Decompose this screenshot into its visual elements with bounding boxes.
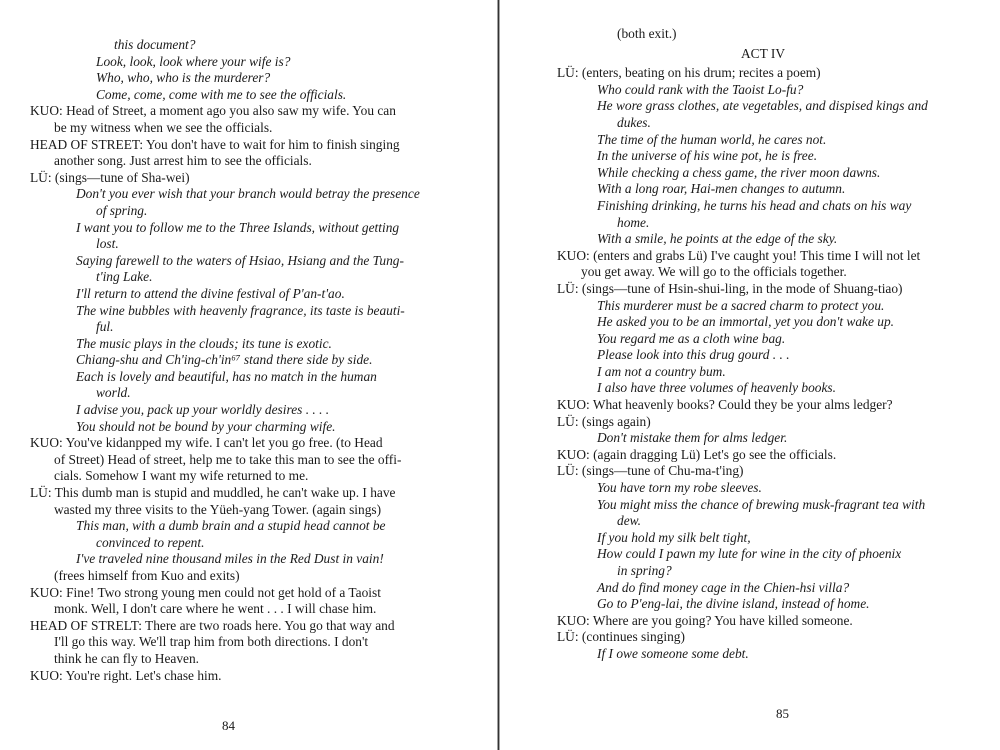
- verse-line: t'ing Lake.: [96, 269, 153, 285]
- verse-line: Don't mistake them for alms ledger.: [597, 430, 788, 446]
- dialogue-line: LÜ: (enters, beating on his drum; recites a poem): [557, 65, 821, 81]
- dialogue-line: KUO: (again dragging Lü) Let's go see the officials.: [557, 446, 837, 462]
- verse-line: With a smile, he points at the edge of the sky.: [597, 231, 838, 247]
- dialogue-line: ACT IV: [740, 45, 786, 61]
- dialogue-line: KUO: (enters and grabs Lü) I've caught you! This time I will not let: [557, 247, 921, 263]
- dialogue-line: of Street) Head of street, help me to take this man to see the offi-: [54, 451, 402, 467]
- dialogue-line: (both exit.): [617, 26, 677, 41]
- verse-line: You regard me as a cloth wine bag.: [597, 330, 786, 346]
- dialogue-line: KUO: What heavenly books? Could they be your alms ledger?: [557, 397, 893, 413]
- dialogue-line: KUO: You've kidanpped my wife. I can't let you go free. (to Head: [30, 435, 383, 451]
- verse-line: Who, who, who is the murderer?: [96, 70, 271, 86]
- verse-line: home.: [617, 214, 650, 230]
- verse-line: Each is lovely and beautiful, has no match in the human: [76, 368, 377, 384]
- verse-line: Please look into this drug gourd . . .: [597, 347, 790, 363]
- dialogue-line: wasted my three visits to the Yüeh-yang Tower. (again sings): [54, 501, 382, 517]
- left-page-number: 84: [222, 718, 235, 733]
- verse-line: You should not be bound by your charming wife.: [76, 418, 336, 434]
- verse-line: He wore grass clothes, ate vegetables, and dispised kings and: [597, 98, 928, 114]
- dialogue-line: cials. Somehow I want my wife returned to me.: [54, 468, 309, 484]
- verse-line: The wine bubbles with heavenly fragrance, its taste is beauti-: [76, 302, 405, 318]
- dialogue-line: LÜ: (sings—tune of Sha-wei): [30, 169, 190, 185]
- verse-line: Look, look, look where your wife is?: [96, 53, 291, 69]
- dialogue-line: HEAD OF STREET: You don't have to wait for him to finish singing: [30, 136, 400, 152]
- verse-line: world.: [96, 385, 131, 401]
- verse-line: Who could rank with the Taoist Lo-fu?: [597, 81, 804, 97]
- verse-line: this document?: [114, 37, 196, 52]
- verse-line: If I owe someone some debt.: [597, 645, 749, 661]
- dialogue-line: KUO: Head of Street, a moment ago you also saw my wife. You can: [30, 103, 396, 119]
- left-page-text: [30, 37, 470, 684]
- book-gutter: [497, 0, 500, 750]
- verse-line: I'll return to attend the divine festival of P'an-t'ao.: [76, 285, 345, 301]
- verse-line: Don't you ever wish that your branch would betray the presence: [76, 186, 420, 202]
- dialogue-line: I'll go this way. We'll trap him from both directions. I don't: [54, 634, 369, 650]
- verse-line: The music plays in the clouds; its tune is exotic.: [76, 335, 332, 351]
- verse-line: This murderer must be a sacred charm to protect you.: [597, 297, 885, 313]
- verse-line: While checking a chess game, the river moon dawns.: [597, 164, 881, 180]
- dialogue-line: be my witness when we see the officials.: [54, 119, 273, 135]
- verse-line: Go to P'eng-lai, the divine island, instead of home.: [597, 596, 870, 612]
- dialogue-line: KUO: Where are you going? You have killed someone.: [557, 612, 853, 628]
- verse-line: I am not a country bum.: [597, 363, 726, 379]
- verse-line: This man, with a dumb brain and a stupid head cannot be: [76, 518, 386, 534]
- verse-line: Chiang-shu and Ch'ing-ch'in⁶⁷ stand there side by side.: [76, 352, 373, 368]
- verse-line: You have torn my robe sleeves.: [597, 480, 762, 496]
- verse-line: If you hold my silk belt tight,: [597, 529, 751, 545]
- verse-line: dew.: [617, 513, 641, 529]
- dialogue-line: LÜ: (sings again): [557, 413, 651, 429]
- verse-line: Come, come, come with me to see the officials.: [96, 86, 347, 102]
- right-page: [505, 0, 1000, 750]
- verse-line: How could I pawn my lute for wine in the city of phoenix: [597, 546, 902, 562]
- dialogue-line: HEAD OF STRELT: There are two roads here. You go that way and: [30, 617, 395, 633]
- verse-line: convinced to repent.: [96, 534, 205, 550]
- dialogue-line: LÜ: (sings—tune of Hsin-shui-ling, in the mode of Shuang-tiao): [557, 280, 903, 296]
- verse-line: I advise you, pack up your worldly desires . . . .: [76, 402, 330, 418]
- dialogue-line: LÜ: (continues singing): [557, 629, 685, 645]
- verse-line: With a long roar, Hai-men changes to autumn.: [597, 181, 846, 197]
- right-page-text: [557, 26, 969, 663]
- verse-line: In the universe of his wine pot, he is free.: [597, 148, 818, 164]
- verse-line: in spring?: [617, 563, 672, 578]
- dialogue-line: you get away. We will go to the officials together.: [581, 264, 847, 280]
- verse-line: He asked you to be an immortal, yet you don't wake up.: [597, 314, 895, 330]
- dialogue-line: another song. Just arrest him to see the officials.: [54, 153, 312, 169]
- verse-line: Finishing drinking, he turns his head and chats on his way: [597, 197, 912, 213]
- verse-line: of spring.: [96, 202, 148, 218]
- verse-line: I also have three volumes of heavenly books.: [597, 380, 836, 396]
- verse-line: lost.: [96, 236, 119, 252]
- dialogue-line: monk. Well, I don't care where he went . . . I will chase him.: [54, 601, 377, 617]
- dialogue-line: KUO: You're right. Let's chase him.: [30, 667, 222, 683]
- verse-line: You might miss the chance of brewing musk-fragrant tea with: [597, 496, 926, 512]
- dialogue-line: LÜ: (sings—tune of Chu-ma-t'ing): [557, 463, 744, 479]
- dialogue-line: LÜ: This dumb man is stupid and muddled, he can't wake up. I have: [30, 485, 396, 501]
- dialogue-line: KUO: Fine! Two strong young men could not get hold of a Taoist: [30, 584, 381, 600]
- dialogue-line: (frees himself from Kuo and exits): [54, 568, 240, 583]
- verse-line: ful.: [96, 319, 114, 335]
- verse-line: The time of the human world, he cares not.: [597, 131, 827, 147]
- verse-line: And do find money cage in the Chien-hsi villa?: [597, 579, 850, 595]
- verse-line: I want you to follow me to the Three Islands, without getting: [76, 219, 400, 235]
- right-page-number: 85: [776, 706, 789, 721]
- verse-line: I've traveled nine thousand miles in the Red Dust in vain!: [76, 551, 384, 567]
- dialogue-line: think he can fly to Heaven.: [54, 650, 200, 666]
- verse-line: Saying farewell to the waters of Hsiao, Hsiang and the Tung-: [76, 252, 404, 268]
- left-page: [0, 0, 490, 750]
- verse-line: dukes.: [617, 114, 651, 130]
